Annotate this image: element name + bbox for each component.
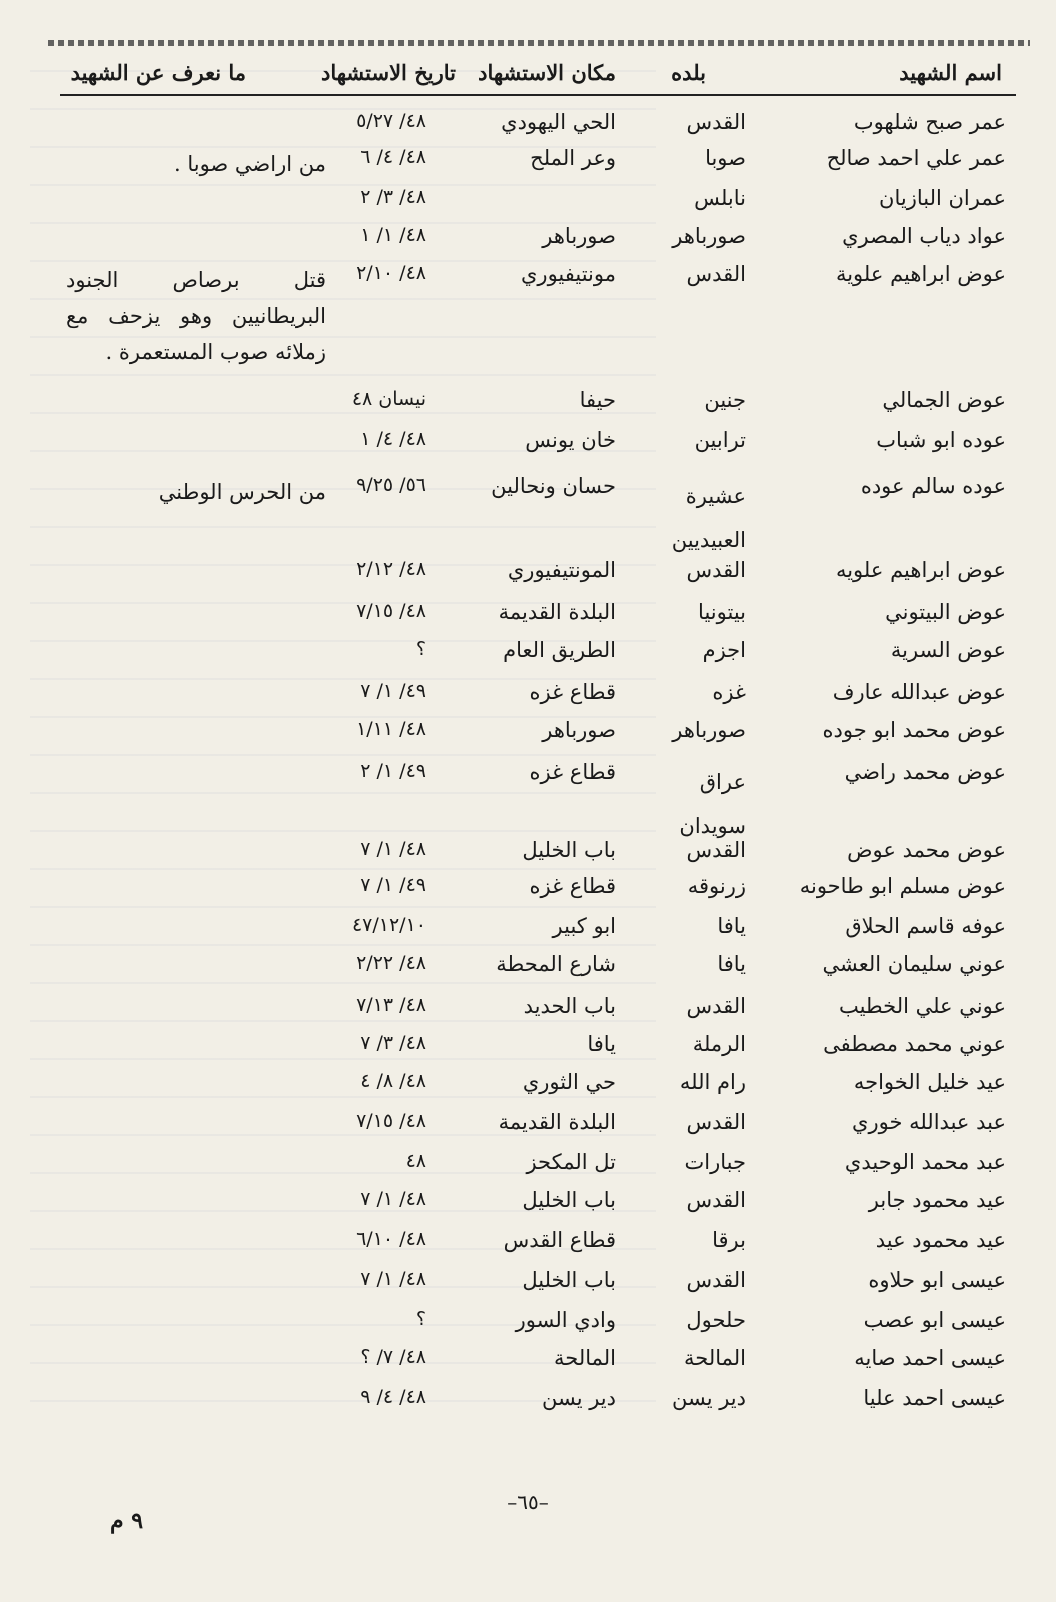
- table-row: [60, 680, 1016, 718]
- cell-town: القدس: [686, 110, 746, 134]
- cell-date: ٤٨: [405, 1150, 426, 1172]
- table-row: [60, 1228, 1016, 1266]
- cell-place: قطاع غزه: [529, 760, 616, 784]
- cell-place: صورباهر: [542, 718, 616, 742]
- table-row: [60, 388, 1016, 426]
- cell-name: عوض البيتوني: [885, 600, 1006, 624]
- cell-town: القدس: [686, 558, 746, 582]
- cell-date: ٤٨/ ١/ ٧: [360, 1268, 426, 1290]
- cell-name: عوض عبدالله عارف: [832, 680, 1006, 704]
- cell-town: القدس: [686, 262, 746, 286]
- cell-name: عواد دياب المصري: [842, 224, 1006, 248]
- cell-name: عيسى احمد صايه: [854, 1346, 1006, 1370]
- table-row: [60, 1150, 1016, 1188]
- cell-name: عيسى ابو عصب: [863, 1308, 1006, 1332]
- header-date: تاريخ الاستشهاد: [320, 59, 456, 85]
- cell-date: ٤٨/ ٣/ ٢: [360, 186, 426, 208]
- cell-place: تل المكحز: [526, 1150, 616, 1174]
- cell-name: عيد محمود عيد: [875, 1228, 1006, 1252]
- cell-town: رام الله: [679, 1070, 746, 1094]
- table-row: [60, 1346, 1016, 1384]
- cell-place: باب الخليل: [522, 1188, 616, 1212]
- cell-date: ٤٨/ ٦/١٠: [356, 1228, 426, 1250]
- cell-name: عمر صبح شلهوب: [853, 110, 1006, 134]
- cell-place: وادي السور: [515, 1308, 616, 1332]
- table-row: [60, 1268, 1016, 1306]
- cell-town: نابلس: [694, 186, 746, 210]
- cell-name: عبد عبدالله خوري: [852, 1110, 1006, 1134]
- cell-date: ٤٨/ ٥/٢٧: [356, 110, 426, 132]
- cell-place: حيفا: [579, 388, 616, 412]
- header-name: اسم الشهيد: [899, 59, 1002, 85]
- cell-name: عوض ابراهيم علويه: [835, 558, 1006, 582]
- cell-town: المالحة: [684, 1346, 746, 1370]
- cell-town: القدس: [686, 994, 746, 1018]
- cell-place: دير يسن: [541, 1386, 616, 1410]
- cell-name: عوض الجمالي: [882, 388, 1006, 412]
- cell-place: المالحة: [554, 1346, 616, 1370]
- header-divider: [60, 94, 1016, 96]
- cell-date: ٥٦/ ٩/٢٥: [356, 474, 426, 496]
- cell-name: عوده ابو شباب: [876, 428, 1006, 452]
- cell-place: البلدة القديمة: [498, 1110, 616, 1134]
- cell-town: دير يسن: [671, 1386, 746, 1410]
- table-row: [60, 1188, 1016, 1226]
- cell-town: القدس: [686, 1268, 746, 1292]
- cell-name: عوض محمد راضي: [844, 760, 1006, 784]
- top-divider: [48, 40, 1030, 46]
- cell-place: وعر الملح: [530, 146, 616, 170]
- cell-date: ٤٩/ ١/ ٢: [360, 760, 426, 782]
- cell-place: البلدة القديمة: [498, 600, 616, 624]
- cell-place: باب الخليل: [522, 1268, 616, 1292]
- cell-place: شارع المحطة: [496, 952, 616, 976]
- page-number: –٦٥–: [507, 1490, 549, 1514]
- table-row: [60, 110, 1016, 148]
- cell-name: عوني علي الخطيب: [838, 994, 1006, 1018]
- cell-name: عبد محمد الوحيدي: [844, 1150, 1006, 1174]
- cell-note: قتل برصاص الجنود البريطانيين وهو يزحف مع زملائه صوب المستعمرة .: [66, 268, 326, 364]
- cell-town: غزه: [712, 680, 746, 704]
- cell-town: جبارات: [684, 1150, 746, 1174]
- cell-date: ؟: [415, 1308, 426, 1330]
- table-row: [60, 1070, 1016, 1108]
- table-row: [60, 1110, 1016, 1148]
- cell-town: القدس: [686, 838, 746, 862]
- header-town: بلده: [671, 59, 706, 85]
- cell-town: صورباهر: [672, 718, 746, 742]
- cell-note: من اراضي صوبا .: [173, 152, 326, 176]
- table-header: [60, 52, 1016, 92]
- table-row: [60, 760, 1016, 838]
- cell-place: قطاع القدس: [503, 1228, 616, 1252]
- cell-date: ٤٨/ ٣/ ٧: [360, 1032, 426, 1054]
- cell-place: الحي اليهودي: [501, 110, 616, 134]
- cell-place: يافا: [587, 1032, 616, 1056]
- cell-date: ٤٨/ ٧/١٥: [356, 600, 426, 622]
- table-row: [60, 718, 1016, 756]
- cell-place: خان يونس: [525, 428, 616, 452]
- cell-town: حلحول: [686, 1308, 746, 1332]
- footer-signature: ٩ م: [110, 1508, 144, 1534]
- cell-town: عراق سويدان: [679, 770, 746, 838]
- table-row: [60, 638, 1016, 676]
- table-row: [60, 474, 1016, 552]
- cell-town: اجزم: [702, 638, 746, 662]
- cell-name: عوض السرية: [890, 638, 1006, 662]
- cell-place: قطاع غزه: [529, 874, 616, 898]
- cell-date: ٤٩/ ١/ ٧: [360, 680, 426, 702]
- cell-town: ترابين: [694, 428, 746, 452]
- table-row: [60, 1386, 1016, 1424]
- cell-name: عمران البازيان: [879, 186, 1006, 210]
- cell-date: ٤٨/ ١/ ١: [360, 224, 426, 246]
- table-row: [60, 186, 1016, 224]
- cell-name: عيسى ابو حلاوه: [868, 1268, 1006, 1292]
- header-note: ما نعرف عن الشهيد: [70, 59, 246, 85]
- cell-town: برقا: [712, 1228, 746, 1252]
- cell-place: صورباهر: [542, 224, 616, 248]
- table-row: [60, 838, 1016, 876]
- cell-date: ٤٨/ ٧/١٥: [356, 1110, 426, 1132]
- cell-date: ٤٨/ ٤/ ١: [360, 428, 426, 450]
- cell-name: عمر علي احمد صالح: [826, 146, 1006, 170]
- cell-town: يافا: [717, 952, 746, 976]
- cell-town: صوبا: [705, 146, 746, 170]
- cell-date: ٤٨/ ١/١١: [356, 718, 426, 740]
- cell-date: ٤٧/١٢/١٠: [351, 914, 426, 936]
- cell-name: عوض محمد ابو جوده: [822, 718, 1006, 742]
- table-row: [60, 1032, 1016, 1070]
- cell-date: ؟: [415, 638, 426, 660]
- cell-place: الطريق العام: [503, 638, 616, 662]
- cell-name: عوفه قاسم الحلاق: [845, 914, 1006, 938]
- cell-name: عوض ابراهيم علوية: [835, 262, 1006, 286]
- cell-date: ٤٨/ ١/ ٧: [360, 838, 426, 860]
- cell-name: عوني سليمان العشي: [822, 952, 1006, 976]
- cell-place: قطاع غزه: [529, 680, 616, 704]
- cell-name: عوده سالم عوده: [860, 474, 1006, 498]
- cell-date: ٤٨/ ٢/٢٢: [356, 952, 426, 974]
- table-row: [60, 428, 1016, 466]
- table-row: [60, 914, 1016, 952]
- cell-town: الرملة: [692, 1032, 746, 1056]
- cell-date: ٤٨/ ٧/١٣: [356, 994, 426, 1016]
- cell-date: ٤٨/ ١/ ٧: [360, 1188, 426, 1210]
- table-row: [60, 952, 1016, 990]
- table-row: [60, 146, 1016, 184]
- cell-place: المونتيفيوري: [507, 558, 616, 582]
- cell-name: عيد خليل الخواجه: [853, 1070, 1006, 1094]
- table-row: [60, 1308, 1016, 1346]
- cell-town: يافا: [717, 914, 746, 938]
- cell-name: عوني محمد مصطفى: [823, 1032, 1006, 1056]
- cell-place: ابو كبير: [552, 914, 616, 938]
- cell-town: بيتونيا: [698, 600, 746, 624]
- cell-place: حسان ونحالين: [491, 474, 616, 498]
- cell-place: مونتيفيوري: [520, 262, 616, 286]
- table-row: [60, 600, 1016, 638]
- cell-town: صورباهر: [672, 224, 746, 248]
- cell-name: عيسى احمد عليا: [863, 1386, 1006, 1410]
- table-row: [60, 874, 1016, 912]
- cell-date: ٤٨/ ٤/ ٩: [360, 1386, 426, 1408]
- cell-date: ٤٨/ ٤/ ٦: [360, 146, 426, 168]
- table-row: [60, 558, 1016, 596]
- cell-name: عيد محمود جابر: [868, 1188, 1006, 1212]
- cell-date: ٤٨/ ٢/١٠: [356, 262, 426, 284]
- table-row: [60, 262, 1016, 364]
- cell-date: ٤٨/ ٢/١٢: [356, 558, 426, 580]
- cell-note: من الحرس الوطني: [158, 480, 326, 504]
- cell-town: القدس: [686, 1188, 746, 1212]
- cell-town: زرنوقه: [687, 874, 746, 898]
- header-place: مكان الاستشهاد: [478, 59, 616, 85]
- cell-town: جنين: [704, 388, 746, 412]
- cell-date: ٤٨/ ٧/ ؟: [360, 1346, 426, 1368]
- cell-place: باب الخليل: [522, 838, 616, 862]
- cell-date: ٤٨/ ٨/ ٤: [360, 1070, 426, 1092]
- table-row: [60, 994, 1016, 1032]
- cell-town: القدس: [686, 1110, 746, 1134]
- cell-name: عوض محمد عوض: [847, 838, 1006, 862]
- table-row: [60, 224, 1016, 262]
- cell-date: نيسان ٤٨: [351, 388, 426, 410]
- cell-date: ٤٩/ ١/ ٧: [360, 874, 426, 896]
- cell-name: عوض مسلم ابو طاحونه: [799, 874, 1006, 898]
- cell-town: عشيرة العبيديين: [671, 484, 746, 552]
- cell-place: باب الحديد: [523, 994, 616, 1018]
- cell-place: حي الثوري: [522, 1070, 616, 1094]
